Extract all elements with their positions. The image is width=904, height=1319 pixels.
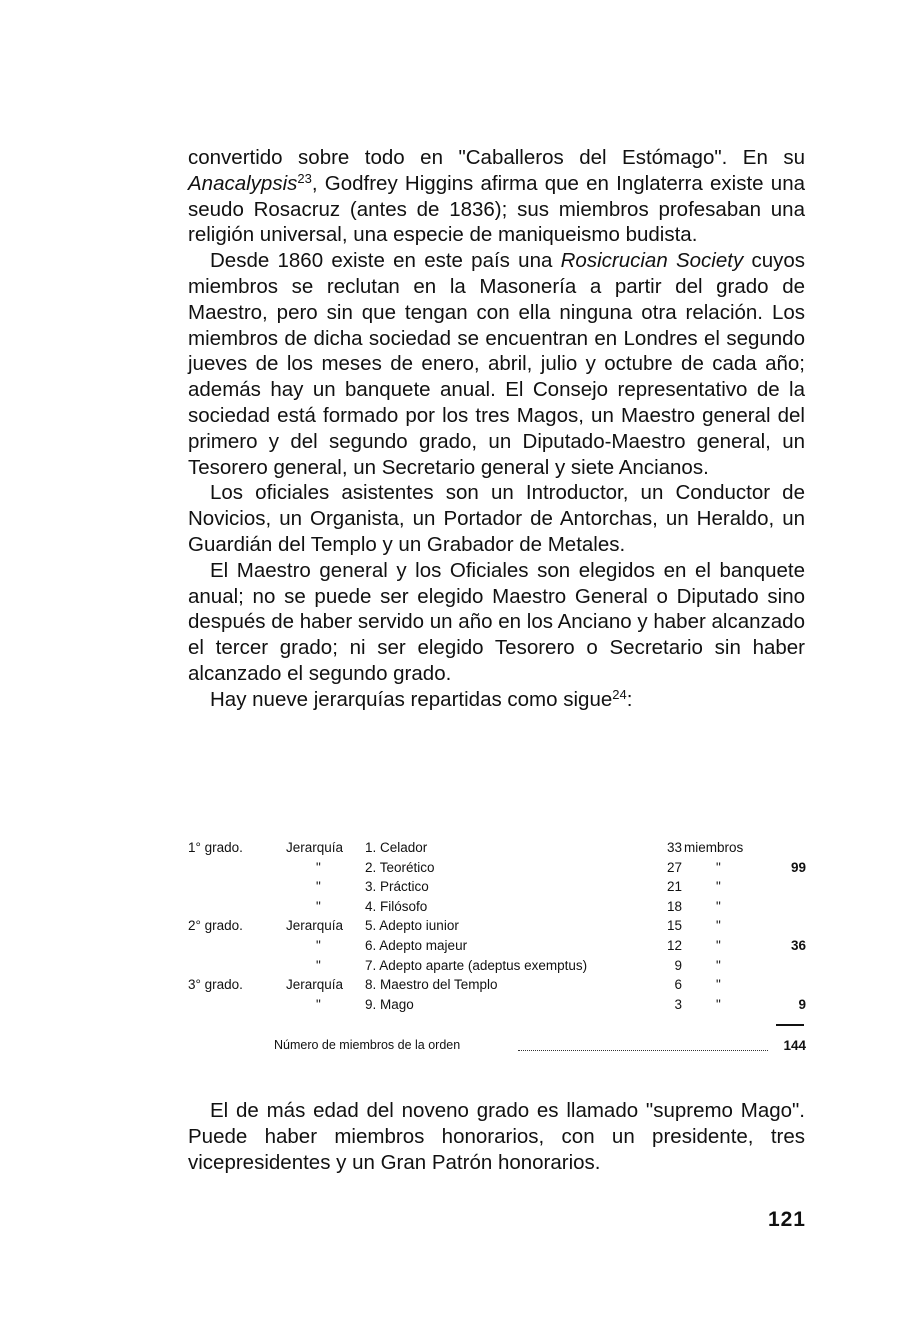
jerarquia-cell: Jerarquía (286, 977, 344, 993)
hierarchy-name: 9. Mago (365, 996, 414, 1012)
p1-text-a: convertido sobre todo en "Caballeros del Estómago". En su (188, 146, 805, 169)
subtotal: 9 (798, 996, 806, 1012)
p1-italic-title: Anacalypsis (188, 171, 298, 195)
table-row (188, 860, 808, 880)
grado-cell: 3° grado. (188, 977, 243, 993)
table-row (188, 958, 808, 978)
page-number: 121 (767, 1208, 806, 1231)
p5-text-a: Hay nueve jerarquías repartidas como sigue (210, 687, 613, 711)
subtotal: 36 (790, 938, 806, 953)
ditto-mark: " (316, 996, 321, 1012)
ditto-mark: " (716, 898, 721, 914)
ditto-mark: " (716, 918, 721, 934)
total-value: 144 (783, 1038, 806, 1053)
table-row (188, 840, 808, 860)
paragraph-4: El Maestro general y los Oficiales son elegidos en el banquete anual; no se puede ser elegido Maestro General o Diputado sino después de haber servido un año en los Anciano y haber alcanzado el tercer grado; ni ser elegido Tesorero o Secretario sin haber alcanzado el segundo grado. (188, 558, 805, 685)
footnote-ref-24: 24 (612, 686, 627, 702)
table-row (188, 879, 808, 899)
table-row (188, 977, 808, 997)
p2-text-c: cuyos miembros se reclutan en la Masonería a partir del grado de Maestro, pero sin que tengan con ella ninguna otra relación. Los miembros de dicha sociedad se encuentran en Londres el segundo jueves de los meses de enero, abril, julio y octubre de cada año; además hay un banquete anual. El Consejo representativo de la sociedad está formado por los tres Magos, un Maestro general del primero y del segundo grado, un Diputado-Maestro general, un Tesorero general, un Secretario general y siete Ancianos. (188, 249, 805, 479)
paragraph-3: Los oficiales asistentes son un Introductor, un Conductor de Novicios, un Organista, un Portador de Antorchas, un Heraldo, un Guardián del Templo y un Grabador de Metales. (188, 481, 805, 556)
paragraph-2 (188, 248, 805, 480)
total-row (274, 1038, 806, 1058)
paragraph-1 (188, 145, 805, 248)
dot-leader (518, 1050, 768, 1051)
ditto-mark: " (716, 977, 721, 993)
ditto-mark: " (716, 879, 721, 895)
ditto-mark: " (716, 859, 721, 875)
hierarchy-name: 7. Adepto aparte (adeptus exemptus) (365, 957, 588, 973)
p2-italic-title: Rosicrucian Society (560, 249, 744, 273)
table-row (188, 997, 808, 1017)
member-count: 3 (674, 996, 682, 1012)
member-count: 18 (666, 898, 682, 914)
hierarchy-name: 8. Maestro del Templo (365, 977, 498, 993)
p1-text-c: , Godfrey Higgins afirma que en Inglaterra existe una seudo Rosacruz (antes de 1836); sus miembros profesaban una religión universal, una especie de maniqueismo budista. (188, 171, 805, 247)
body-text (188, 145, 805, 713)
member-count: 9 (674, 957, 682, 973)
p5-text-b: : (626, 687, 633, 711)
member-count: 6 (674, 977, 682, 993)
ditto-mark: " (316, 859, 321, 875)
ditto-mark: " (716, 996, 721, 1012)
member-count: 21 (666, 879, 682, 895)
ditto-mark: " (716, 938, 721, 953)
member-count: 27 (666, 859, 682, 875)
hierarchy-name: 3. Práctico (365, 879, 429, 895)
ditto-mark: " (316, 898, 321, 914)
members-label: miembros (684, 840, 744, 855)
closing-paragraph (188, 1098, 805, 1175)
member-count: 15 (666, 918, 682, 934)
total-rule (776, 1024, 804, 1026)
ditto-mark: " (316, 957, 321, 973)
grado-cell: 2° grado. (188, 918, 243, 934)
ditto-mark: " (716, 957, 721, 973)
jerarquia-cell: Jerarquía (286, 840, 344, 855)
ditto-mark: " (316, 938, 321, 953)
hierarchy-name: 5. Adepto iunior (365, 918, 459, 934)
paragraph-5 (188, 687, 805, 713)
ditto-mark: " (316, 879, 321, 895)
subtotal: 99 (790, 859, 806, 875)
table-row (188, 899, 808, 919)
grado-cell: 1° grado. (188, 840, 243, 855)
member-count: 12 (666, 938, 682, 953)
total-label: Número de miembros de la orden (274, 1038, 461, 1052)
hierarchy-name: 1. Celador (365, 840, 428, 855)
member-count: 33 (666, 840, 682, 855)
hierarchy-name: 2. Teorético (365, 859, 435, 875)
p2-text-a: Desde 1860 existe en este país una (210, 249, 561, 273)
footnote-ref-23: 23 (297, 170, 312, 186)
table-row (188, 938, 808, 958)
closing-text: El de más edad del noveno grado es llamado "supremo Mago". Puede haber miembros honorarios, con un presidente, tres vicepresidentes y un Gran Patrón honorarios. (188, 1099, 805, 1174)
table-row (188, 918, 808, 938)
hierarchy-name: 6. Adepto majeur (365, 938, 468, 953)
jerarquia-cell: Jerarquía (286, 918, 344, 934)
hierarchy-name: 4. Filósofo (365, 898, 428, 914)
